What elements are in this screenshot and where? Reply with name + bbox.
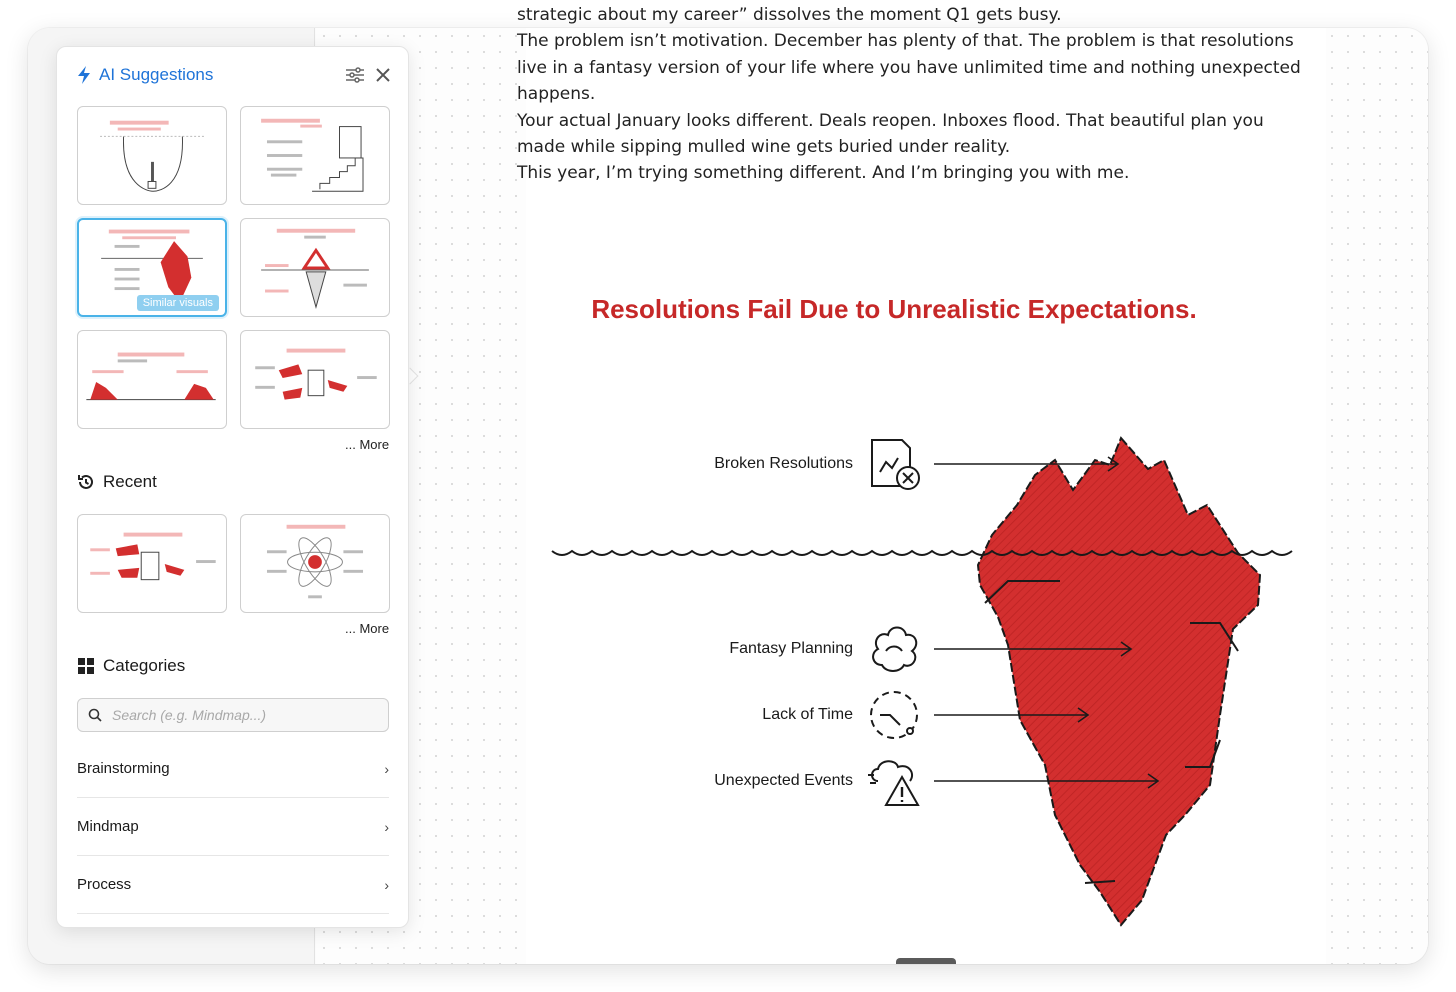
category-item-brainstorming[interactable] (77, 740, 389, 798)
recent-thumb-jenga[interactable] (77, 514, 227, 613)
search-icon (88, 708, 102, 722)
recent-section-title (77, 472, 157, 492)
bottom-scroll-handle[interactable] (896, 958, 956, 964)
document-body (517, 2, 1301, 187)
panel-header (77, 63, 390, 87)
ai-suggestions-panel (56, 46, 409, 928)
categories-label: Categories (103, 656, 186, 675)
paragraph-line: Your actual January looks different. Deals reopen. Inboxes flood. That beautiful plan you (517, 110, 1264, 131)
chevron-right-icon: › (384, 760, 389, 777)
search-input[interactable] (112, 707, 372, 723)
panel-title: AI Suggestions (99, 65, 214, 84)
storm-warning-icon (866, 753, 922, 809)
paragraph-line: happens. (517, 84, 596, 105)
label-lack-of-time: Lack of Time (762, 706, 853, 723)
category-item-process[interactable] (77, 856, 389, 914)
suggestion-thumb-stairs[interactable] (240, 106, 390, 205)
recent-label: Recent (103, 472, 157, 491)
suggestion-thumb-iceberg-triangle[interactable] (240, 218, 390, 317)
chevron-right-icon: › (384, 876, 389, 893)
paragraph-line: The problem isn’t motivation. December has plenty of that. The problem is that resolutions (517, 31, 1294, 52)
clock-icon (866, 687, 922, 743)
suggestion-thumb-jenga[interactable] (240, 330, 390, 429)
more-recent-link[interactable]: ... More (345, 621, 390, 636)
chevron-right-icon: › (384, 818, 389, 835)
label-unexpected-events: Unexpected Events (714, 772, 853, 789)
recent-thumb-atom[interactable] (240, 514, 390, 613)
category-item-mindmap[interactable] (77, 798, 389, 856)
suggestion-thumb-hole[interactable] (77, 106, 227, 205)
lightning-icon (77, 66, 91, 84)
grid-icon (77, 657, 95, 675)
suggestion-thumb-bridge[interactable] (77, 330, 227, 429)
category-label: Mindmap (77, 818, 139, 835)
more-suggestions-link[interactable]: ... More (345, 437, 390, 452)
diagram-title[interactable]: Resolutions Fail Due to Unrealistic Expectations. (591, 294, 1197, 324)
categories-section-title (77, 656, 185, 676)
category-search[interactable] (77, 698, 389, 732)
paragraph-line: live in a fantasy version of your life where you have unlimited time and nothing unexpected (517, 57, 1301, 78)
label-broken-resolutions: Broken Resolutions (714, 455, 853, 472)
similar-visuals-badge: Similar visuals (137, 295, 219, 311)
label-fantasy-planning: Fantasy Planning (729, 640, 853, 657)
paragraph-line: strategic about my career” dissolves the moment Q1 gets busy. (517, 5, 1062, 25)
broken-chart-icon (866, 436, 922, 492)
settings-sliders-icon[interactable] (346, 67, 364, 83)
category-label: Brainstorming (77, 760, 170, 777)
suggestion-thumb-iceberg[interactable] (77, 218, 227, 317)
category-label: Process (77, 876, 132, 893)
paragraph-line: This year, I’m trying something different. And I’m bringing you with me. (517, 163, 1130, 184)
close-icon[interactable] (376, 68, 390, 82)
history-icon (77, 473, 95, 491)
cloud-thought-icon (866, 621, 922, 677)
paragraph-line: made while sipping mulled wine gets buried under reality. (517, 137, 1011, 158)
iceberg-shape (978, 438, 1260, 925)
